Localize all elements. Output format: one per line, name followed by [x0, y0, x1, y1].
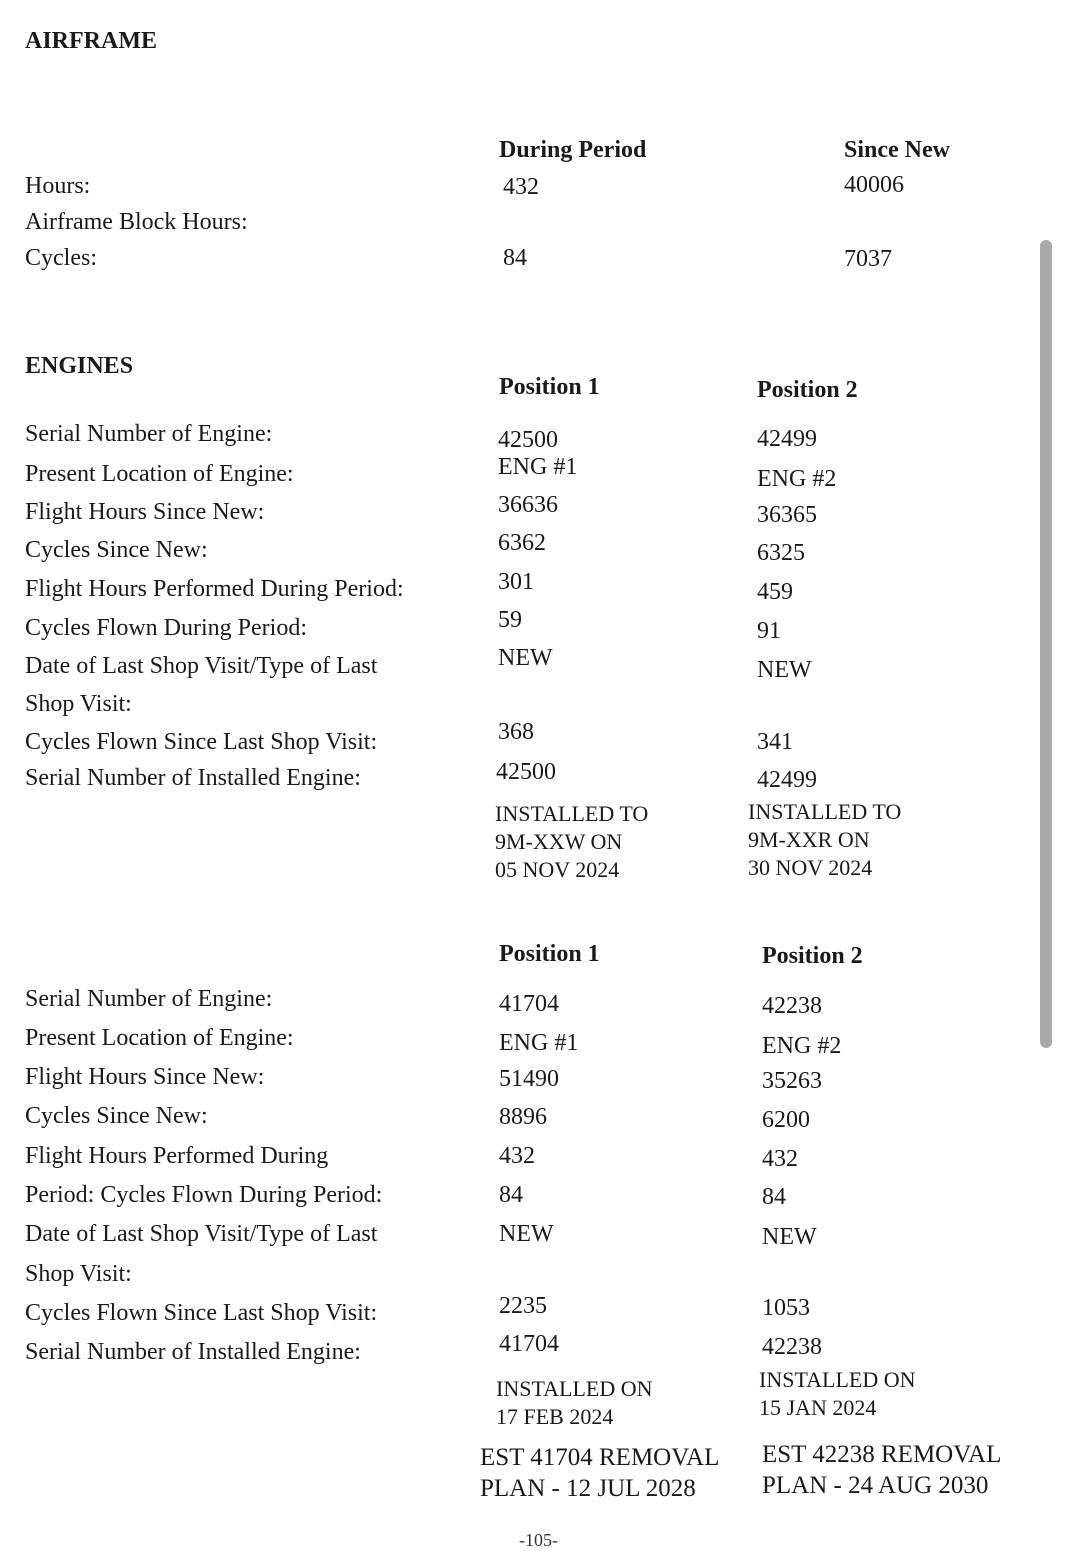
set1-pos2-location: ENG #2: [757, 466, 837, 492]
set2-label-last-shop-visit-cont: Shop Visit:: [25, 1261, 132, 1287]
set1-pos1-installed-serial: 42500: [496, 759, 556, 785]
hours-label: Hours:: [25, 173, 91, 199]
set2-pos2-removal-plan: EST 42238 REMOVAL PLAN - 24 AUG 2030: [762, 1441, 1002, 1499]
set2-position1-header: Position 1: [499, 941, 600, 967]
set1-pos2-cycles-period: 91: [757, 618, 781, 644]
set1-pos2-fh-period: 459: [757, 579, 793, 605]
set2-pos1-installed-serial: 41704: [499, 1331, 559, 1357]
set1-label-fh-since-new: Flight Hours Since New:: [25, 499, 265, 525]
set2-pos1-cycles-since-new: 8896: [499, 1104, 547, 1130]
set1-label-installed-serial: Serial Number of Installed Engine:: [25, 765, 361, 791]
set2-pos1-location: ENG #1: [499, 1030, 579, 1056]
set2-pos1-removal-plan: EST 41704 REMOVAL PLAN - 12 JUL 2028: [480, 1444, 720, 1502]
set1-label-cycles-since-new: Cycles Since New:: [25, 537, 208, 563]
cycles-label: Cycles:: [25, 245, 97, 271]
set2-pos2-location: ENG #2: [762, 1033, 842, 1059]
set1-pos2-serial: 42499: [757, 426, 817, 452]
set2-pos1-install-note: INSTALLED ON 17 FEB 2024: [496, 1376, 653, 1429]
set2-pos2-install-note: INSTALLED ON 15 JAN 2024: [759, 1367, 916, 1420]
since-new-header: Since New: [844, 137, 950, 163]
set2-pos1-cycles-since-shop: 2235: [499, 1293, 547, 1319]
set1-label-last-shop-visit-cont: Shop Visit:: [25, 691, 132, 717]
set2-label-last-shop-visit: Date of Last Shop Visit/Type of Last: [25, 1221, 378, 1247]
set2-pos2-last-shop-visit: NEW: [762, 1224, 817, 1250]
set1-pos2-last-shop-visit: NEW: [757, 657, 812, 683]
set1-pos1-cycles-since-new: 6362: [498, 530, 546, 556]
set1-pos1-cycles-period: 59: [498, 607, 522, 633]
cycles-during: 84: [503, 245, 527, 271]
hours-since-new: 40006: [844, 172, 904, 198]
set1-pos2-cycles-since-shop: 341: [757, 729, 793, 755]
set1-pos1-location: ENG #1: [498, 454, 578, 480]
set2-pos1-fh-since-new: 51490: [499, 1066, 559, 1092]
set2-pos1-serial: 41704: [499, 991, 559, 1017]
cycles-since-new: 7037: [844, 246, 892, 272]
set2-label-cycles-since-new: Cycles Since New:: [25, 1103, 208, 1129]
set2-pos2-cycles-since-new: 6200: [762, 1107, 810, 1133]
hours-during: 432: [503, 174, 539, 200]
during-period-header: During Period: [499, 137, 647, 163]
set2-pos2-serial: 42238: [762, 993, 822, 1019]
airframe-title: AIRFRAME: [25, 28, 157, 54]
set1-label-cycles-since-shop: Cycles Flown Since Last Shop Visit:: [25, 729, 378, 755]
set1-pos2-cycles-since-new: 6325: [757, 540, 805, 566]
set1-label-serial: Serial Number of Engine:: [25, 421, 273, 447]
set2-label-fh-period: Flight Hours Performed During: [25, 1143, 329, 1169]
set1-position1-header: Position 1: [499, 374, 600, 400]
set2-label-installed-serial: Serial Number of Installed Engine:: [25, 1339, 361, 1365]
page-number: -105-: [519, 1530, 558, 1550]
set1-pos1-fh-since-new: 36636: [498, 492, 558, 518]
set1-pos1-fh-period: 301: [498, 569, 534, 595]
set2-pos2-installed-serial: 42238: [762, 1334, 822, 1360]
set1-label-location: Present Location of Engine:: [25, 461, 294, 487]
set2-pos1-cycles-period: 84: [499, 1182, 523, 1208]
set1-label-cycles-period: Cycles Flown During Period:: [25, 615, 307, 641]
set1-label-last-shop-visit: Date of Last Shop Visit/Type of Last: [25, 653, 378, 679]
set1-label-fh-period: Flight Hours Performed During Period:: [25, 576, 404, 602]
set1-position2-header: Position 2: [757, 377, 858, 403]
set1-pos1-cycles-since-shop: 368: [498, 719, 534, 745]
block-hours-label: Airframe Block Hours:: [25, 209, 248, 235]
engines-title: ENGINES: [25, 353, 134, 379]
set2-pos1-fh-period: 432: [499, 1143, 535, 1169]
set1-pos2-installed-serial: 42499: [757, 767, 817, 793]
set2-pos2-cycles-period: 84: [762, 1184, 786, 1210]
set1-pos1-install-note: INSTALLED TO 9M-XXW ON 05 NOV 2024: [495, 801, 649, 882]
set2-label-fh-since-new: Flight Hours Since New:: [25, 1064, 265, 1090]
set2-pos2-fh-period: 432: [762, 1146, 798, 1172]
set1-pos1-last-shop-visit: NEW: [498, 645, 553, 671]
set2-position2-header: Position 2: [762, 943, 863, 969]
set1-pos2-install-note: INSTALLED TO 9M-XXR ON 30 NOV 2024: [748, 799, 902, 880]
set1-pos2-fh-since-new: 36365: [757, 502, 817, 528]
set2-label-cycles-period: Period: Cycles Flown During Period:: [25, 1182, 383, 1208]
set2-label-location: Present Location of Engine:: [25, 1025, 294, 1051]
set2-pos2-fh-since-new: 35263: [762, 1068, 822, 1094]
vertical-scrollbar[interactable]: [1040, 240, 1052, 1048]
set2-pos1-last-shop-visit: NEW: [499, 1221, 554, 1247]
set2-pos2-cycles-since-shop: 1053: [762, 1295, 810, 1321]
set1-pos1-serial: 42500: [498, 427, 558, 453]
set2-label-cycles-since-shop: Cycles Flown Since Last Shop Visit:: [25, 1300, 378, 1326]
set2-label-serial: Serial Number of Engine:: [25, 986, 273, 1012]
